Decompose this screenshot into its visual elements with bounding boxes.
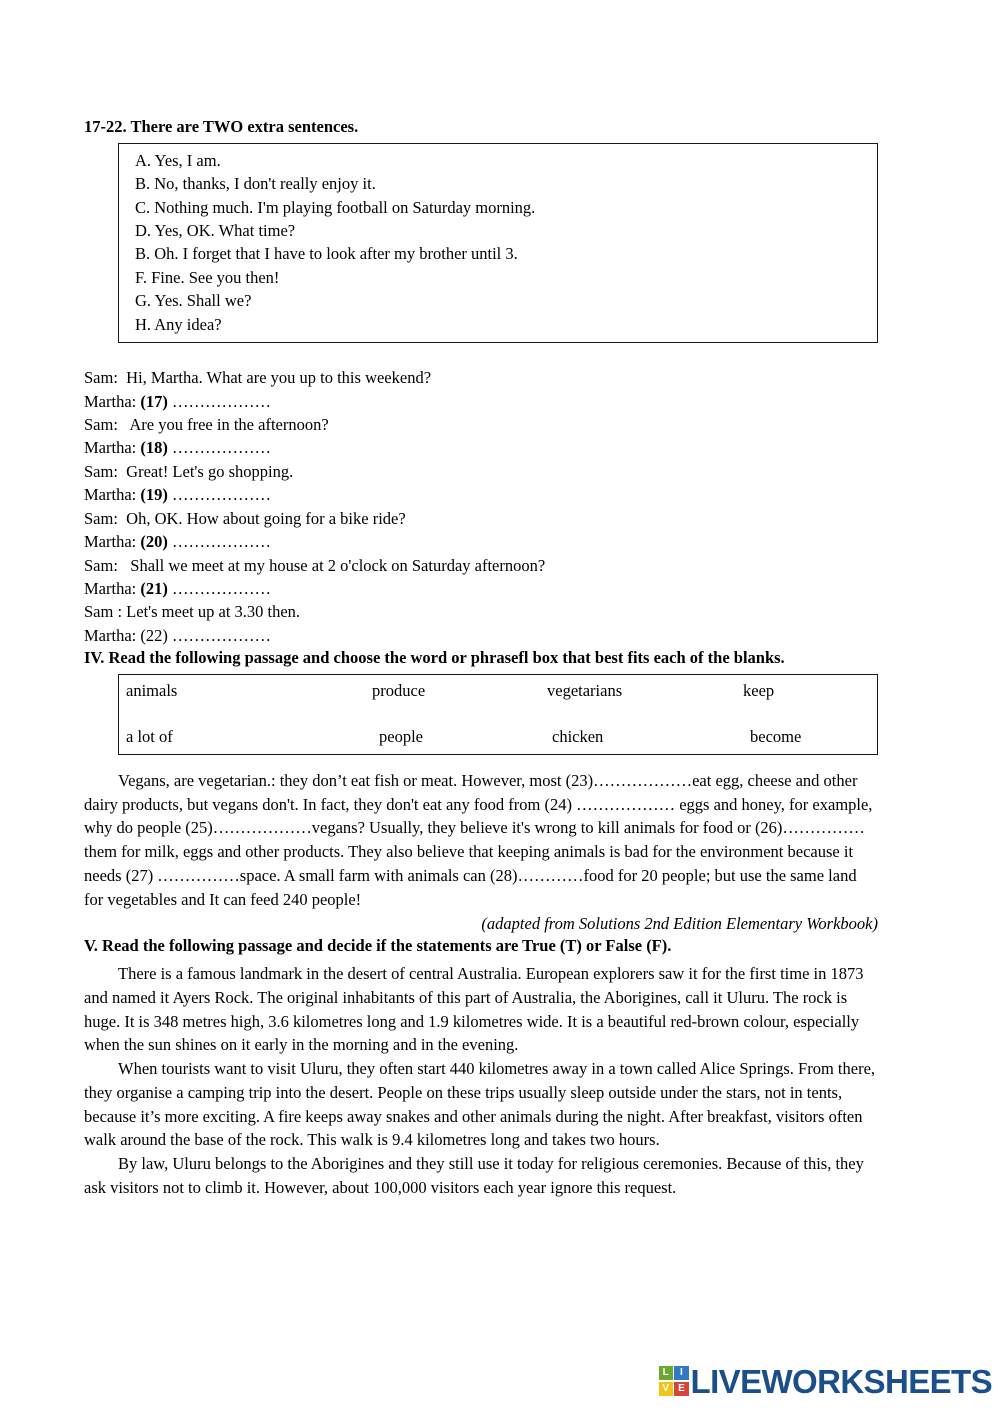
- option-item: G. Yes. Shall we?: [135, 291, 252, 311]
- word-bank-row: [119, 725, 877, 749]
- source-attribution: (adapted from Solutions 2nd Edition Elementary Workbook): [481, 914, 878, 934]
- task3-heading: 17-22. There are TWO extra sentences.: [84, 117, 359, 136]
- vegan-passage: [84, 769, 878, 912]
- dialogue-line: [84, 366, 878, 389]
- dialogue-speaker: Sam:: [84, 461, 118, 481]
- liveworksheets-badge-icon: [659, 1366, 689, 1396]
- word-bank-word: people: [379, 726, 423, 746]
- dialogue-speaker: Martha:: [84, 485, 137, 505]
- dialogue-speaker: Sam:: [84, 414, 118, 434]
- dialogue-line: [84, 624, 878, 647]
- dialogue-blank-number: (19): [140, 485, 168, 505]
- uluru-paragraph: When tourists want to visit Uluru, they often start 440 kilometres away in a town called Alice Springs. From there, they organise a camping trip into the desert. People on these trips usually sleep outside under the stars, not in tents, because it’s more exciting. A fire keeps away snakes and other animals during the night. After breakfast, visitors often walk around the base of the rock. This walk is 9.4 kilometres long and takes two hours.: [84, 1059, 876, 1150]
- option-item: H. Any idea?: [135, 314, 222, 334]
- dialogue-text: Are you free in the afternoon?: [117, 414, 329, 434]
- dialogue-speaker: Martha:: [84, 391, 137, 411]
- dialogue-line: [84, 577, 878, 600]
- option-item: B. No, thanks, I don't really enjoy it.: [135, 174, 376, 194]
- dialogue-blank-number: (20): [140, 532, 168, 552]
- option-item: B. Oh. I forget that I have to look after my brother until 3.: [135, 244, 518, 264]
- logo-tile-l: L: [659, 1366, 673, 1380]
- logo-tile-v: V: [659, 1382, 673, 1396]
- dialogue-line: [84, 413, 878, 436]
- dialogue-text: ………………: [167, 485, 271, 505]
- dialogue-line: [84, 390, 878, 413]
- uluru-paragraph: By law, Uluru belongs to the Aborigines and they still use it today for religious ceremonies. Because of this, they ask visitors not to climb it. However, about 100,000 visitors each year ignore this request.: [84, 1154, 864, 1197]
- word-bank-box: [118, 674, 878, 755]
- word-bank-word: keep: [743, 680, 775, 700]
- dialogue-blank-number: (22): [140, 625, 168, 645]
- vegan-passage-text: Vegans, are vegetarian.: they don’t eat fish or meat. However, most (23)………………eat egg, cheese and other dairy products, but vegans don't. In fact, they don't eat any food from (24) ……………… eggs and honey, for example, why do people (25)………………vegans? Usually, they believe it's wrong to kill animals for food or (26)…………… them for milk, eggs and other products. They also believe that keeping animals is bad for the environment because it needs (27) ……………space. A small farm with animals can (28)…………food for 20 people; but use the same land for vegetables and It can feed 240 people!: [84, 770, 873, 909]
- liveworksheets-logo: [659, 1361, 992, 1401]
- dialogue-line: [84, 530, 878, 553]
- dialogue-text: Let's meet up at 3.30 then.: [122, 602, 301, 622]
- word-bank-word: vegetarians: [547, 680, 623, 700]
- logo-tile-e: E: [674, 1382, 688, 1396]
- dialogue-speaker: Martha:: [84, 532, 137, 552]
- dialogue-speaker: Martha:: [84, 578, 137, 598]
- option-item: C. Nothing much. I'm playing football on Saturday morning.: [135, 197, 536, 217]
- sentence-options-box: [118, 143, 878, 343]
- dialogue-blank-number: (17): [140, 391, 168, 411]
- dialogue-text: Oh, OK. How about going for a bike ride?: [117, 508, 406, 528]
- logo-tile-i: I: [674, 1366, 688, 1380]
- dialogue-line: [84, 436, 878, 459]
- dialogue-text: ………………: [167, 438, 271, 458]
- worksheet-content: [84, 116, 878, 1200]
- dialogue-blank-number: (21): [140, 578, 168, 598]
- dialogue-speaker: Martha:: [84, 625, 137, 645]
- dialogue-line: [84, 507, 878, 530]
- logo-wordmark: LIVEWORKSHEETS: [690, 1362, 992, 1400]
- dialogue-speaker: Sam:: [84, 508, 118, 528]
- dialogue-text: ………………: [167, 532, 271, 552]
- dialogue-line: [84, 600, 878, 623]
- dialogue-text: ………………: [167, 391, 271, 411]
- dialogue-blank-number: (18): [140, 438, 168, 458]
- word-bank-word: produce: [372, 680, 426, 700]
- dialogue-block: [84, 366, 878, 647]
- dialogue-speaker: Sam:: [84, 368, 118, 388]
- dialogue-speaker: Sam:: [84, 555, 118, 575]
- task4-heading: IV. Read the following passage and choose the word or phrasefl box that best fits each of the blanks.: [84, 648, 785, 668]
- dialogue-text: ………………: [167, 625, 271, 645]
- dialogue-text: Great! Let's go shopping.: [117, 461, 294, 481]
- word-bank-word: animals: [126, 680, 178, 700]
- dialogue-text: Shall we meet at my house at 2 o'clock on Saturday afternoon?: [117, 555, 546, 575]
- dialogue-line: [84, 554, 878, 577]
- word-bank-row: [119, 679, 877, 703]
- dialogue-text: ………………: [167, 578, 271, 598]
- dialogue-speaker: Martha:: [84, 438, 137, 458]
- dialogue-speaker: Sam :: [84, 602, 123, 622]
- word-bank-word: chicken: [552, 726, 604, 746]
- uluru-paragraph: There is a famous landmark in the desert of central Australia. European explorers saw it for the first time in 1873 and named it Ayers Rock. The original inhabitants of this part of Australia, the Aborigines, call it Uluru. The rock is huge. It is 348 metres high, 3.6 kilometres long and 1.9 kilometres wide. It is a beautiful red-brown colour, especially when the sun shines on it early in the morning and in the evening.: [84, 964, 864, 1055]
- dialogue-line: [84, 460, 878, 483]
- option-item: A. Yes, I am.: [135, 150, 221, 170]
- spacer: [84, 755, 878, 769]
- dialogue-text: Hi, Martha. What are you up to this weekend?: [117, 368, 432, 388]
- dialogue-line: [84, 483, 878, 506]
- option-item: F. Fine. See you then!: [135, 267, 280, 287]
- word-bank-word: a lot of: [126, 726, 173, 746]
- task5-heading: V. Read the following passage and decide if the statements are True (T) or False (F).: [84, 936, 672, 956]
- word-bank-word: become: [750, 726, 802, 746]
- uluru-passage: [84, 962, 878, 1200]
- option-item: D. Yes, OK. What time?: [135, 221, 296, 241]
